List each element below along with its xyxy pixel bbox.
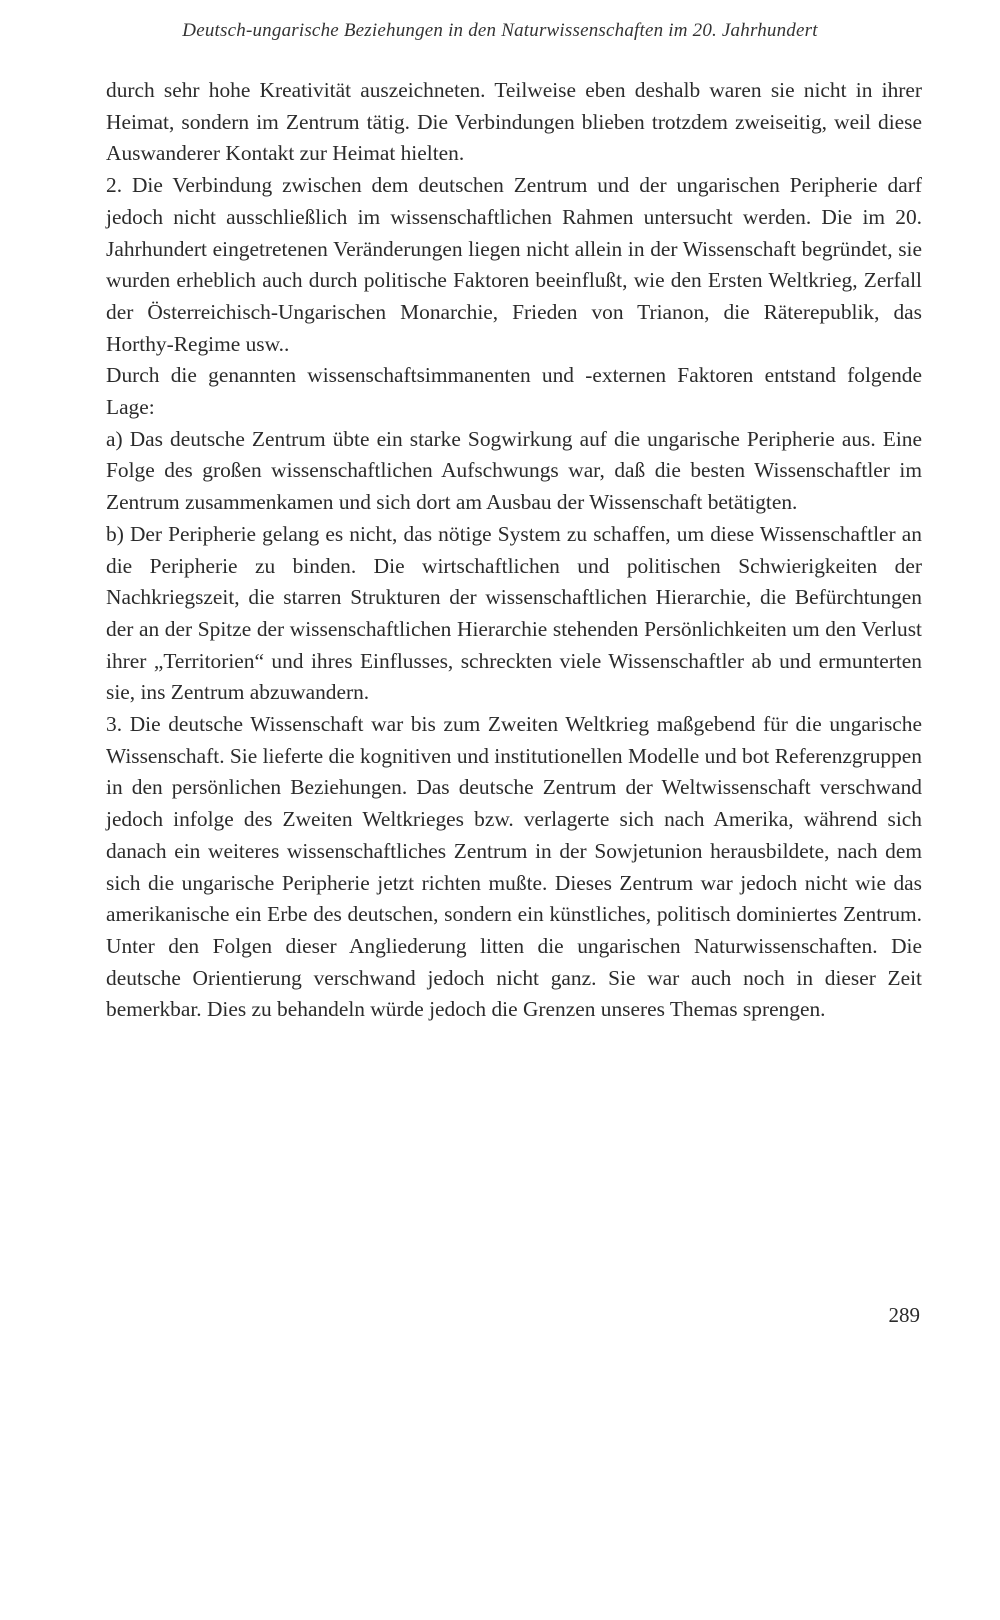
paragraph-point-3: 3. Die deutsche Wissenschaft war bis zum Zweiten Weltkrieg maßgebend für die ungarische Wissenschaft. Sie lieferte die kognitiven und institutionellen Modelle und bot Referenzgruppen in den persönlichen Beziehungen. Das deutsche Zentrum der Weltwissenschaft verschwand jedoch infolge des Zweiten Weltkrieges bzw. verlagerte sich nach Amerika, während sich danach ein weiteres wissenschaftliches Zentrum in der Sowjetunion herausbildete, nach dem sich die ungarische Peripherie jetzt richten mußte. Dieses Zentrum war jedoch nicht wie das amerikanische ein Erbe des deutschen, sondern ein künstliches, politisch dominiertes Zentrum. Unter den Folgen dieser Angliederung litten die ungarischen Naturwissenschaften. Die deutsche Orientierung verschwand jedoch nicht ganz. Sie war auch noch in dieser Zeit bemerkbar. Dies zu behandeln würde jedoch die Grenzen unseres Themas sprengen. [106,712,922,1022]
page-number: 289 [888,1303,920,1327]
paragraph-point-b: b) Der Peripherie gelang es nicht, das nötige System zu schaffen, um diese Wissenschaftler an die Peripherie zu binden. Die wirtschaftlichen und politischen Schwierigkeiten der Nachkriegszeit, die starren Strukturen der wissenschaftlichen Hierarchie, die Befürchtungen der an der Spitze der wissenschaftlichen Hierarchie stehenden Persönlichkeiten um den Verlust ihrer „Territorien“ und ihres Einflusses, schreckten viele Wissenschaftler ab und ermunterten sie, ins Zentrum abzuwandern. [106,521,922,705]
paragraph-point-2: 2. Die Verbindung zwischen dem deutschen Zentrum und der ungarischen Peripherie darf jedoch nicht ausschließlich im wissenschaftlichen Rahmen untersucht werden. Die im 20. Jahrhundert eingetretenen Veränderungen liegen nicht allein in der Wissenschaft begründet, sie wurden erheblich auch durch politische Faktoren beeinflußt, wie den Ersten Weltkrieg, Zerfall der Österreichisch-Ungarischen Monarchie, Frieden von Trianon, die Räterepublik, das Horthy-Regime usw.. [106,173,922,356]
paragraph-point-a: a) Das deutsche Zentrum übte ein starke Sogwirkung auf die ungarische Peripherie aus. Eine Folge des großen wissenschaftlichen Aufschwungs war, daß die besten Wissenschaftler im Zentrum zusammenkamen und sich dort am Ausbau der Wissenschaft betätigten. [106,426,922,515]
running-header: Deutsch-ungarische Beziehungen in den Naturwissenschaften im 20. Jahrhundert [182,20,818,41]
paragraph-continuation: durch sehr hohe Kreativität auszeichneten. Teilweise eben deshalb waren sie nicht in ihrer Heimat, sondern im Zentrum tätig. Die Verbindungen blieben trotzdem zweiseitig, weil diese Auswanderer Kontakt zur Heimat hielten. [106,78,922,166]
paragraph-situation-intro: Durch die genannten wissenschaftsimmanenten und -externen Faktoren entstand folgende Lage: [106,363,922,420]
body-text [106,75,922,1026]
